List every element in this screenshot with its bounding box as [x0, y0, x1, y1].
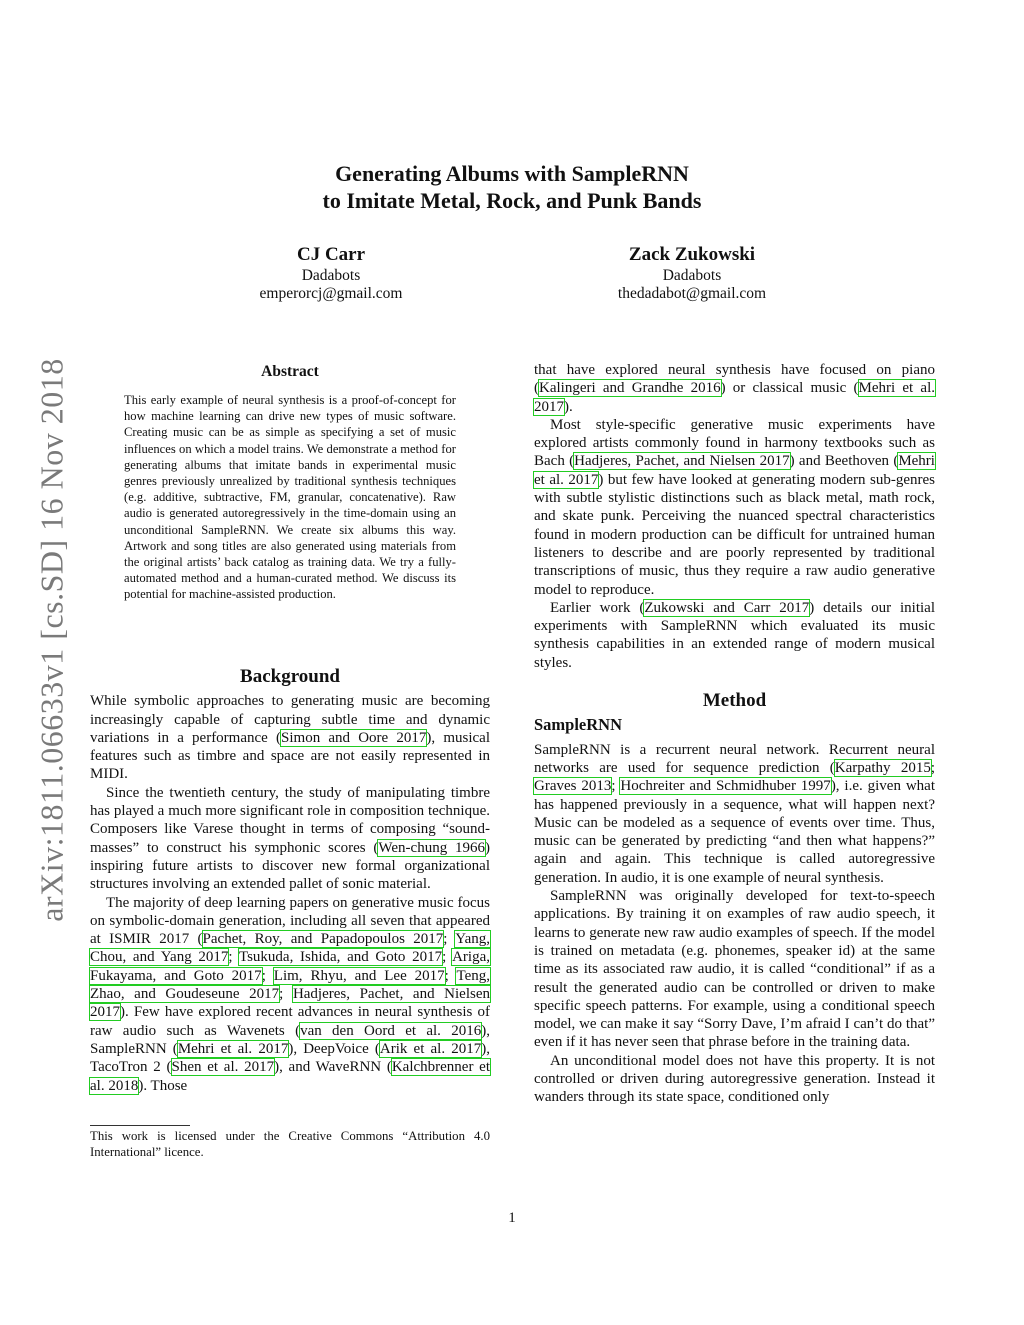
citation-link[interactable]: Mehri et al. 2017 [534, 380, 936, 415]
abstract-heading: Abstract [261, 363, 319, 380]
text-span: ). Few have explored recent advances in neural synthesis of raw audio such as Wavenets ( [90, 1004, 490, 1039]
background-paragraph-1 [90, 692, 490, 783]
footnote: This work is licensed under the Creative Commons “Attribution 4.0 International” licence. [90, 1129, 490, 1159]
text-span: ) inspiring future artists to discover new formal organizational structures involving an extended pallet of sonic material. [90, 839, 490, 893]
text-span: ) but few have looked at generating modern sub-genres with subtle stylistic distinctions such as black metal, math rock, and skate punk. Perceiving the nuanced spectral characteristics found in modern production can be difficult for untrained human listeners to describe and are poorly represented by traditional transcriptions of music, thus they require a raw audio generative model to reproduce. [534, 471, 936, 598]
citation-link[interactable]: Mehri et al. 2017 [534, 453, 935, 488]
text-span: Most style-specific generative music experiments have explored artists commonly found in harmony textbooks such as Bach ( [534, 416, 935, 470]
text-span: ; [611, 778, 621, 795]
text-span: ; [443, 931, 456, 948]
text-span: The majority of deep learning papers on generative music focus on symbolic-domain generation, including all seven that appeared at ISMIR 2017 ( [90, 894, 490, 948]
right-paragraph-1 [534, 361, 935, 416]
text-span: ; [442, 949, 453, 966]
samplernn-heading: SampleRNN [534, 715, 623, 735]
text-span: ; [930, 759, 936, 776]
method-heading: Method [702, 690, 767, 712]
citation-link[interactable]: Hochreiter and Schmidhuber 1997 [620, 778, 831, 795]
method-paragraph-1 [534, 741, 935, 887]
text-span: that have explored neural synthesis have focused on piano ( [534, 362, 935, 397]
citation-link[interactable]: Kalchbrenner et al. 2018 [90, 1059, 491, 1094]
method-paragraph-3: An unconditional model does not have this property. It is not controlled or driven during autoregressive generation. Instead it wanders through its state space, conditioned only [534, 1052, 935, 1106]
method-paragraph-2: SampleRNN was originally developed for text-to-speech applications. By training it on examples of raw audio speech, it learns to generate new raw audio examples of speech. If the model is trained on metadata (e.g. phonemes, speaker id) at the same time as its associated raw audio, it is called “conditional” if as a result the generated audio can be controlled or driven to make specific speech patterns. For example, using a conditional speech model, we can make it say “Sorry Dave, I’m afraid I can’t do that” even if it has never seen that phrase before in the training data. [534, 888, 935, 1051]
citation-link[interactable]: van den Oord et al. 2016 [300, 1022, 482, 1039]
text-span: While symbolic approaches to generating music are becoming increasingly capable of capturing subtle time and dynamic variations in a performance ( [90, 693, 490, 746]
background-paragraph-3 [90, 894, 490, 1095]
background-paragraph-2 [90, 784, 490, 894]
text-span: ; [261, 967, 274, 984]
text-span: ; [228, 949, 239, 966]
citation-link[interactable]: Simon and Oore 2017 [281, 729, 427, 746]
citation-link[interactable]: Graves 2013 [534, 778, 612, 795]
text-span: ), and WaveRNN ( [274, 1059, 392, 1076]
text-span: ). [564, 398, 573, 415]
text-span: ), DeepVoice ( [288, 1040, 380, 1057]
text-span: ), SampleRNN ( [90, 1022, 490, 1057]
author-name: CJ Carr [296, 244, 366, 265]
citation-link[interactable]: Wen-chung 1966 [378, 839, 485, 856]
citation-link[interactable]: Karpathy 2015 [834, 759, 931, 776]
text-span: ), TacoTron 2 ( [90, 1040, 490, 1076]
citation-link[interactable]: Arik et al. 2017 [379, 1040, 482, 1057]
citation-link[interactable]: Lim, Rhyu, and Lee 2017 [273, 967, 445, 984]
author-email: thedadabot@gmail.com [617, 285, 767, 302]
left-column [90, 668, 490, 1095]
text-span: ; [279, 986, 293, 1003]
text-span: Earlier work ( [550, 599, 645, 616]
citation-link[interactable]: Pachet, Roy, and Papadopoulos 2017 [202, 931, 444, 948]
abstract-text: This early example of neural synthesis is a proof-of-concept for how machine learning can drive new types of music software. Creating music can be as simple as specifying a set of music influences on which a model trains. We demonstrate a method for generating albums that imitate bands in experimental music genres previously unrealized by traditional synthesis techniques (e.g. additive, subtractive, FM, granular, concatenative). Raw audio is generated autoregressively in the time-domain using an unconditional SampleRNN. We create six albums this way. Artwork and song titles are also generated using materials from the original artists’ back catalog as training data. We try a fully-automated method and a human-curated method. We discuss its potential for machine-assisted production. [124, 393, 456, 602]
citation-link[interactable]: Hadjeres, Pachet, and Nielsen 2017 [574, 453, 790, 470]
text-span: ) details our initial experiments with SampleRNN which evaluated its music synthesis capabilities in an extended range of modern musical styles. [534, 599, 935, 671]
author-affiliation: Dadabots [662, 267, 722, 284]
right-column [534, 361, 935, 1107]
citation-link[interactable]: Zukowski and Carr 2017 [644, 599, 810, 616]
background-heading: Background [240, 666, 340, 687]
author-name: Zack Zukowski [628, 244, 756, 265]
citation-link[interactable]: Yang, Chou, and Yang 2017 [90, 931, 490, 966]
right-paragraph-3 [534, 599, 935, 672]
text-span: ). Those [138, 1077, 188, 1094]
text-span: ; [444, 967, 457, 984]
title-line-2: to Imitate Metal, Rock, and Punk Bands [322, 188, 702, 213]
text-span: ), musical features such as timbre and space are not easily represented in MIDI. [90, 729, 490, 783]
right-paragraph-2 [534, 416, 935, 599]
text-span: Since the twentieth century, the study of manipulating timbre has played a much more significant role in composition technique. Composers like Varese thought in terms of composing “sound-masses” to construct his symphonic scores ( [90, 784, 490, 856]
arxiv-stamp: arXiv:1811.06633v1 [cs.SD] 16 Nov 2018 [33, 358, 70, 922]
author-email: emperorcj@gmail.com [259, 285, 403, 302]
page-number: 1 [508, 1210, 516, 1226]
paper-title [0, 160, 1024, 214]
text-span: ) or classical music ( [720, 380, 859, 397]
citation-link[interactable]: Kalingeri and Grandhe 2016 [539, 380, 721, 397]
footnote-rule [90, 1125, 190, 1126]
citation-link[interactable]: Tsukuda, Ishida, and Goto 2017 [238, 949, 443, 966]
text-span: SampleRNN is a recurrent neural network. Recurrent neural networks are used for sequence prediction ( [534, 741, 935, 776]
citation-link[interactable]: Ariga, Fukayama, and Goto 2017 [90, 949, 490, 984]
citation-link[interactable]: Teng, Zhao, and Goudeseune 2017 [90, 967, 491, 1003]
author-affiliation: Dadabots [301, 267, 361, 284]
text-span: ) and Beethoven ( [789, 453, 899, 470]
author-block-1 [181, 243, 481, 303]
text-span: ), i.e. given what has happened previously in a sequence, what will happen next? Music can be modeled as a sequence of events over time. Thus, music can be generated by predicting “and then what happens?” again and again. This technique is called autoregressive generation. In audio, it is one example of neural synthesis. [534, 778, 935, 886]
title-line-1: Generating Albums with SampleRNN [335, 161, 689, 186]
citation-link[interactable]: Shen et al. 2017 [171, 1059, 275, 1076]
author-block-2 [542, 243, 842, 303]
citation-link[interactable]: Mehri et al. 2017 [177, 1040, 289, 1057]
citation-link[interactable]: Hadjeres, Pachet, and Nielsen 2017 [90, 986, 490, 1021]
